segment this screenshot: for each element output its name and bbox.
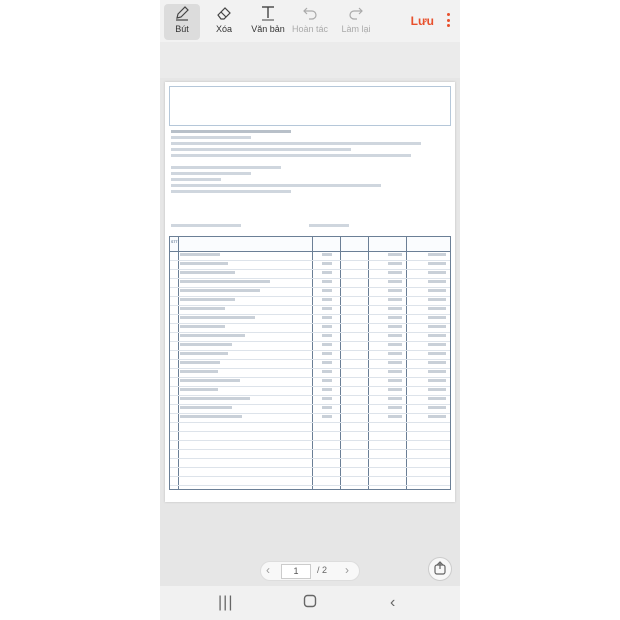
- table-cell: [180, 361, 220, 364]
- table-cell: [180, 415, 242, 418]
- next-page-icon[interactable]: ›: [345, 563, 349, 577]
- table-cell: [322, 388, 332, 391]
- table-cell: [180, 280, 270, 283]
- system-navigation-bar: [160, 586, 460, 620]
- undo-label: Hoàn tác: [291, 24, 329, 34]
- table-cell: [322, 352, 332, 355]
- table-cell: [322, 271, 332, 274]
- table-cell: [388, 289, 402, 292]
- table-cell: [428, 280, 446, 283]
- table-cell: [388, 415, 402, 418]
- table-header: [170, 237, 450, 252]
- table-cell: [388, 361, 402, 364]
- table-cell: [180, 325, 225, 328]
- table-cell: [180, 352, 228, 355]
- table-cell: [428, 334, 446, 337]
- text-icon: [259, 4, 277, 22]
- table-cell: [388, 334, 402, 337]
- table-cell: [180, 334, 245, 337]
- table-cell: [322, 415, 332, 418]
- table-cell: [428, 415, 446, 418]
- table-cell: [388, 316, 402, 319]
- table-cell: [180, 289, 260, 292]
- eraser-tool[interactable]: [206, 4, 242, 40]
- table-cell: [180, 271, 235, 274]
- page-navigator: [260, 561, 360, 581]
- prev-page-icon[interactable]: ‹: [266, 563, 270, 577]
- table-cell: [180, 262, 228, 265]
- table-cell: [428, 370, 446, 373]
- table-cell: [180, 316, 255, 319]
- redo-button[interactable]: [336, 4, 376, 40]
- text-tool[interactable]: [248, 4, 288, 40]
- table-cell: [428, 307, 446, 310]
- table-cell: [428, 316, 446, 319]
- table-cell: [322, 298, 332, 301]
- table-cell: [322, 406, 332, 409]
- save-button[interactable]: Lưu: [410, 14, 434, 28]
- pen-label: Bút: [175, 24, 189, 34]
- table-cell: [428, 379, 446, 382]
- table-cell: [322, 325, 332, 328]
- table-cell: [180, 298, 235, 301]
- table-cell: [428, 406, 446, 409]
- undo-icon: [301, 4, 319, 22]
- table-cell: [428, 343, 446, 346]
- phone-screen: [160, 0, 460, 620]
- document-page[interactable]: [165, 82, 455, 502]
- redo-icon: [347, 4, 365, 22]
- table-cell: [388, 307, 402, 310]
- table-cell: [322, 397, 332, 400]
- table-cell: [180, 370, 218, 373]
- table-cell: [322, 379, 332, 382]
- table-cell: [322, 307, 332, 310]
- table-cell: [428, 298, 446, 301]
- table-cell: [388, 388, 402, 391]
- pen-tool[interactable]: [164, 4, 200, 40]
- table-cell: [322, 289, 332, 292]
- table-cell: [180, 397, 250, 400]
- table-cell: [322, 262, 332, 265]
- table-cell: [388, 343, 402, 346]
- table-cell: [322, 316, 332, 319]
- page-total: / 2: [317, 565, 328, 575]
- table-cell: [428, 361, 446, 364]
- table-cell: [388, 271, 402, 274]
- share-icon: [429, 558, 451, 580]
- table-cell: [388, 406, 402, 409]
- table-cell: [322, 334, 332, 337]
- recents-icon[interactable]: |||: [218, 594, 234, 611]
- table-cell: [180, 307, 225, 310]
- redo-label: Làm lại: [341, 24, 371, 34]
- table-cell: [428, 271, 446, 274]
- table-cell: [180, 379, 240, 382]
- table-cell: [388, 325, 402, 328]
- table-cell: [388, 352, 402, 355]
- table-cell: [428, 325, 446, 328]
- invoice-header: [169, 86, 451, 126]
- home-icon[interactable]: [303, 594, 317, 613]
- table-cell: [388, 298, 402, 301]
- table-cell: [388, 397, 402, 400]
- table-cell: [428, 262, 446, 265]
- table-cell: [322, 343, 332, 346]
- table-cell: [322, 280, 332, 283]
- eraser-label: Xóa: [215, 24, 232, 34]
- table-cell: [388, 370, 402, 373]
- table-cell: [322, 370, 332, 373]
- text-label: Văn bản: [251, 24, 285, 34]
- table-cell: [388, 253, 402, 256]
- table-cell: [322, 361, 332, 364]
- table-cell: [388, 262, 402, 265]
- invoice-table: [169, 236, 451, 490]
- back-icon[interactable]: ‹: [390, 594, 396, 611]
- table-row: [170, 476, 450, 486]
- table-cell: [388, 379, 402, 382]
- table-cell: [180, 406, 232, 409]
- table-cell: [428, 289, 446, 292]
- eraser-icon: [215, 4, 233, 22]
- more-vertical-icon[interactable]: [446, 13, 450, 27]
- annotation-toolbar: [160, 0, 460, 42]
- page-input[interactable]: 1: [281, 564, 311, 579]
- undo-button[interactable]: [290, 4, 330, 40]
- table-cell: [180, 343, 232, 346]
- table-cell: [180, 388, 218, 391]
- header-stt: STT: [171, 240, 178, 244]
- table-cell: [428, 388, 446, 391]
- table-cell: [428, 352, 446, 355]
- table-cell: [180, 253, 220, 256]
- share-button[interactable]: [428, 557, 452, 581]
- toolbar-spacer: [160, 42, 460, 78]
- invoice-document: [169, 86, 451, 496]
- table-cell: [322, 253, 332, 256]
- table-cell: [428, 253, 446, 256]
- table-cell: [428, 397, 446, 400]
- pen-icon: [173, 4, 191, 22]
- table-cell: [388, 280, 402, 283]
